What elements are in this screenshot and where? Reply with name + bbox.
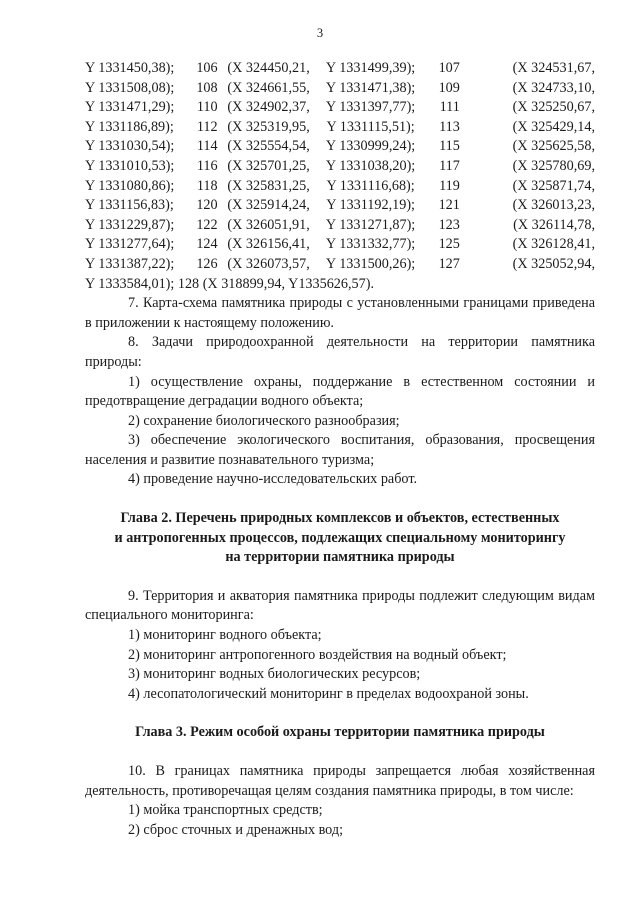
coordinate-cell: Y 1331277,64); [85,236,175,253]
table-row [85,79,595,99]
coordinate-cell: Y 1331156,83); [85,197,174,214]
coordinate-cell: (X 326013,23, [512,197,595,214]
coordinate-cell: Y 1331010,53); [85,157,175,174]
coordinate-cell: 115 [439,138,460,155]
coordinate-cell: (X 324661,55, [227,79,310,96]
coordinate-cell: 108 [196,79,218,96]
coordinate-cell: (X 325914,24, [227,197,310,214]
list-item: 1) мониторинг водного объекта; [128,627,322,644]
table-row [85,235,595,255]
coordinate-cell: (X 325780,69, [512,157,595,174]
coordinate-cell: Y 1331186,89); [85,118,174,135]
table-row [85,98,595,118]
table-row [85,118,595,138]
list-item: 2) мониторинг антропогенного воздействия на водный объект; [128,646,507,663]
table-row [85,216,595,236]
coordinate-cell: (X 325831,25, [227,177,310,194]
coordinate-cell: (X 326114,78, [513,216,595,233]
list-item: 4) лесопатологический мониторинг в пределах водоохраной зоны. [128,685,529,702]
coordinate-cell: 114 [196,138,218,155]
paragraph-7: 7. Карта-схема памятника природы с установленными границами приведена в приложении к настоящему положению. [85,295,595,331]
coordinate-cell: Y 1331080,86); [85,177,175,194]
list-item: 2) сброс сточных и дренажных вод; [128,821,344,838]
coordinate-cell: Y 1331115,51); [326,118,415,135]
coordinate-cell: Y 1331332,77); [325,236,416,253]
coordinate-cell: 107 [438,60,460,76]
coordinate-cell: 127 [438,255,460,272]
coordinate-cell: (X 324450,21, [227,60,310,76]
coordinate-cell: Y 1331397,77); [325,99,416,116]
coordinate-cell: Y 1331229,87); [85,216,175,233]
coordinate-cell: 123 [438,216,460,233]
table-row [85,177,595,197]
coordinate-cell: 112 [196,118,218,135]
coordinate-cell: (X 326051,91, [227,216,310,233]
table-row [85,157,595,177]
coordinate-cell: Y 1331387,22); [85,255,175,272]
list-item: 2) сохранение биологического разнообразия; [128,412,400,429]
coordinate-cell: 117 [439,157,460,174]
page-number: 3 [316,26,324,40]
coordinate-cell: 111 [439,99,460,116]
list-item: 4) проведение научно-исследовательских работ. [128,471,418,488]
coordinate-cell: (X 325701,25, [227,157,310,174]
coordinate-cell: 106 [196,60,218,76]
coordinate-cell: (X 325429,14, [512,118,595,135]
coordinate-cell: (X 324902,37, [227,99,310,116]
coordinate-cell: 109 [438,79,460,96]
coordinate-cell: (X 325319,95, [227,118,310,135]
coordinate-cell: Y 1331499,39); [325,60,416,76]
coordinate-cell: 121 [438,197,460,214]
paragraph-8: 8. Задачи природоохранной деятельности на территории памятника природы: [85,334,595,370]
coordinate-cell: 119 [439,177,460,194]
coordinate-cell: (X 325554,54, [227,138,310,155]
coordinates-tail: Y 1333584,01); 128 (X 318899,94, Y1335626,57). [85,275,374,292]
coordinate-cell: 125 [438,236,460,253]
coordinate-cell: Y 1331471,38); [325,79,416,96]
list-item: 1) мойка транспортных средств; [128,802,323,819]
table-row [85,255,595,275]
coordinate-cell: 122 [196,216,218,233]
chapter-3-title: Глава 3. Режим особой охраны территории памятника природы [135,724,545,741]
coordinate-cell: 116 [196,157,218,174]
coordinate-cell: Y 1331271,87); [325,216,416,233]
coordinate-cell: 120 [196,197,218,214]
chapter-2-title-line: на территории памятника природы [225,549,455,566]
coordinate-cell: Y 1331192,19); [326,197,415,214]
list-item: 1) осуществление охраны, поддержание в естественном состоянии и предотвращение деградации водного объекта; [85,373,595,410]
coordinate-cell: (X 324733,10, [512,79,595,96]
coordinate-cell: Y 1331471,29); [85,99,175,116]
coordinate-cell: Y 1331116,68); [326,177,415,194]
table-row [85,59,595,79]
coordinate-cell: 126 [196,255,218,272]
document-body [85,59,595,840]
coordinate-cell: Y 1331508,08); [85,79,175,96]
paragraph-9: 9. Территория и акватория памятника природы подлежит следующим видам специального мониторинга: [85,587,595,624]
coordinate-cell: 113 [439,118,460,135]
coordinate-cell: Y 1331030,54); [85,138,175,155]
list-item: 3) обеспечение экологического воспитания, образования, просвещения населения и развитие познавательного туризма; [85,432,595,468]
coordinate-cell: Y 1331450,38); [85,60,175,76]
coordinate-cell: (X 325250,67, [512,99,595,116]
coordinate-cell: Y 1331500,26); [325,255,416,272]
coordinate-cell: 110 [196,99,218,116]
coordinate-cell: Y 1331038,20); [325,157,416,174]
coordinate-cell: (X 326128,41, [512,236,595,253]
coordinate-cell: Y 1330999,24); [325,138,416,155]
coordinates-table [85,59,595,275]
table-row [85,137,595,157]
paragraph-10: 10. В границах памятника природы запрещается любая хозяйственная деятельность, противоречащая целям создания памятника природы, в том числе: [85,763,595,799]
coordinate-cell: 118 [196,177,218,194]
list-item: 3) мониторинг водных биологических ресурсов; [128,666,421,683]
coordinate-cell: (X 326073,57, [227,255,310,272]
coordinate-cell: 124 [196,236,218,253]
coordinate-cell: (X 325871,74, [512,177,595,194]
table-row [85,196,595,216]
chapter-2-title [85,509,595,568]
coordinate-cell: (X 325625,58, [512,138,595,155]
coordinate-cell: (X 326156,41, [227,236,310,253]
chapter-2-title-line: Глава 2. Перечень природных комплексов и объектов, естественных [120,510,560,527]
chapter-2-title-line: и антропогенных процессов, подлежащих специальному мониторингу [114,529,566,546]
coordinate-cell: (X 325052,94, [512,255,595,272]
coordinate-cell: (X 324531,67, [512,60,595,76]
